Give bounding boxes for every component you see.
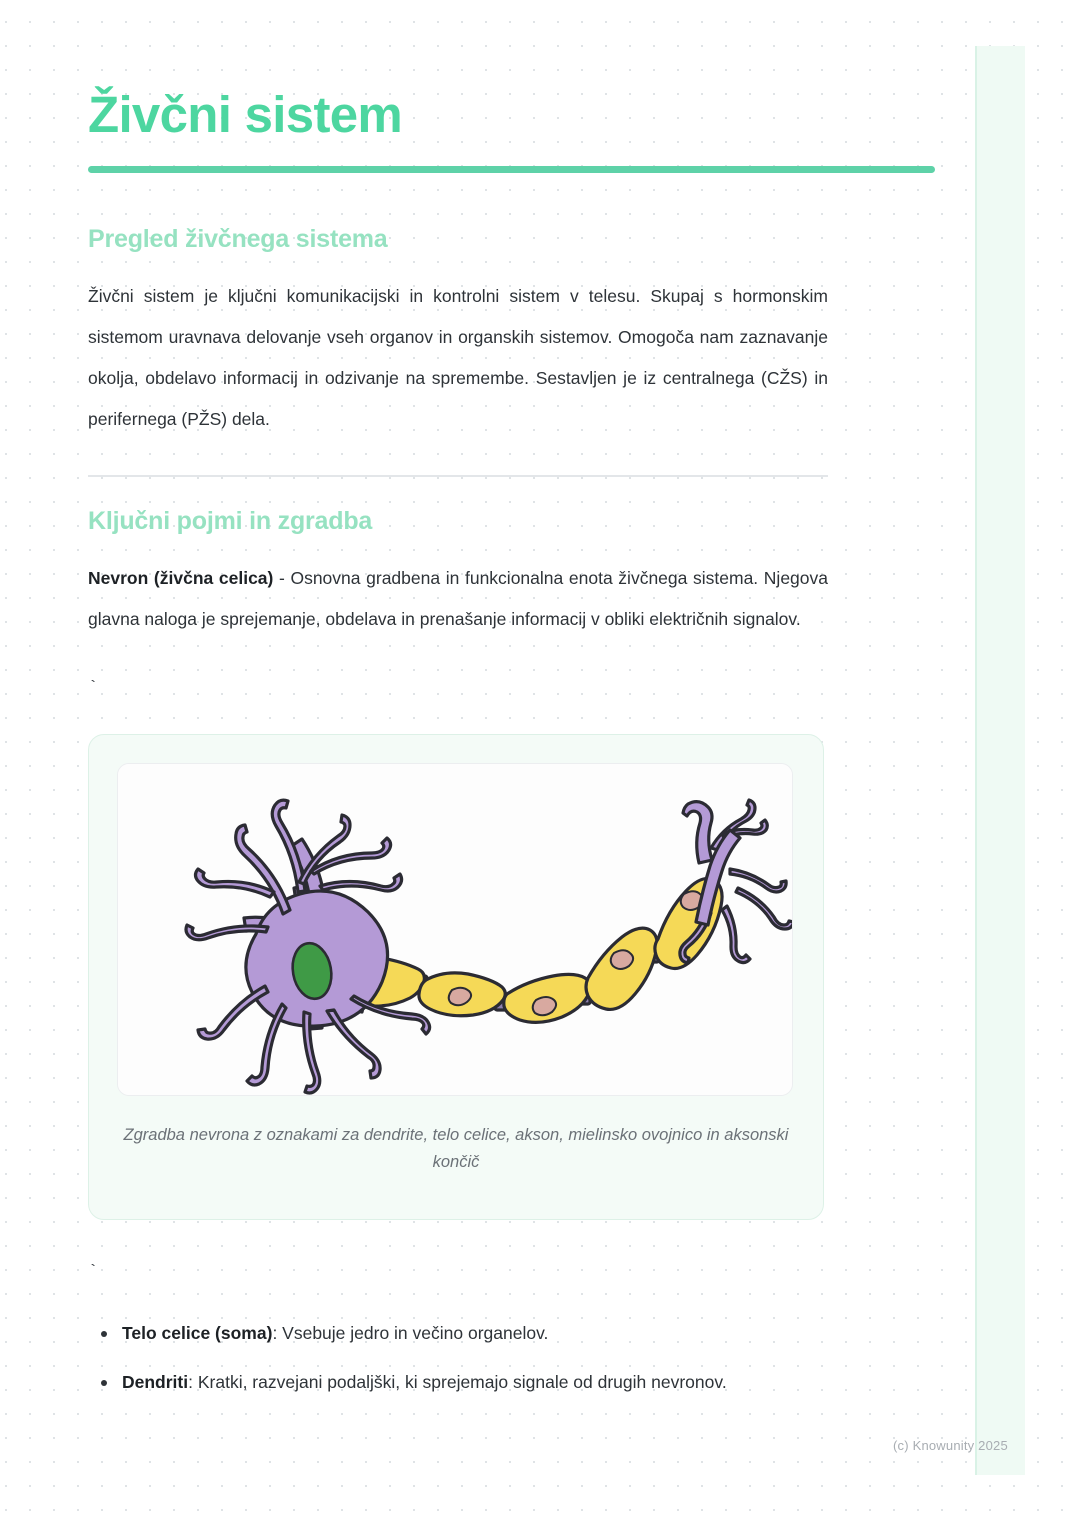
list-item (122, 1314, 802, 1363)
section-heading-key-concepts: Ključni pojmi in zgradba (88, 506, 373, 535)
key-concepts-bullet-list (88, 1282, 836, 1411)
bullet-text-soma: : Vsebuje jedro in večino organelov. (272, 1323, 549, 1344)
neuron-diagram-image (117, 763, 793, 1096)
bullet-text-dendriti: : Kratki, razvejani podaljški, ki sprejemajo signale od drugih nevronov. (188, 1371, 727, 1392)
decorative-right-band (975, 46, 1025, 1475)
stray-backtick-marker-top: ` (88, 678, 99, 698)
figure-card (88, 734, 824, 1220)
title-underline-rule (88, 166, 935, 173)
list-item (122, 1363, 802, 1412)
stray-backtick-marker-bottom: ` (88, 1263, 99, 1283)
copyright-watermark: (c) Knowunity 2025 (893, 1438, 1008, 1453)
bullet-term-soma: Telo celice (soma) (122, 1323, 273, 1344)
figure-caption: Zgradba nevrona z oznakami za dendrite, telo celice, akson, mielinsko ovojnico in aksonski končič (123, 1125, 789, 1171)
document-content (88, 0, 836, 1411)
page-title: Živčni sistem (88, 86, 403, 143)
overview-paragraph: Živčni sistem je ključni komunikacijski in kontrolni sistem v telesu. Skupaj s hormonskim sistemom uravnava delovanje vseh organov in organskih sistemov. Omogoča nam zaznavanje okolja, obdelavo informacij in odzivanje na spremembe. Sestavljen je iz centralnega (CŽS) in perifernega (PŽS) dela. (88, 286, 828, 430)
neuron-definition-paragraph (88, 536, 828, 640)
neuron-definition-text: - Osnovna gradbena in funkcionalna enota živčnega sistema. Njegova glavna naloga je sprejemanje, obdelava in prenašanje informacij v obliki električnih signalov. (88, 567, 828, 629)
section-heading-overview: Pregled živčnega sistema (88, 225, 388, 254)
neuron-term: Nevron (živčna celica) (88, 567, 274, 588)
bullet-term-dendriti: Dendriti (122, 1371, 189, 1392)
